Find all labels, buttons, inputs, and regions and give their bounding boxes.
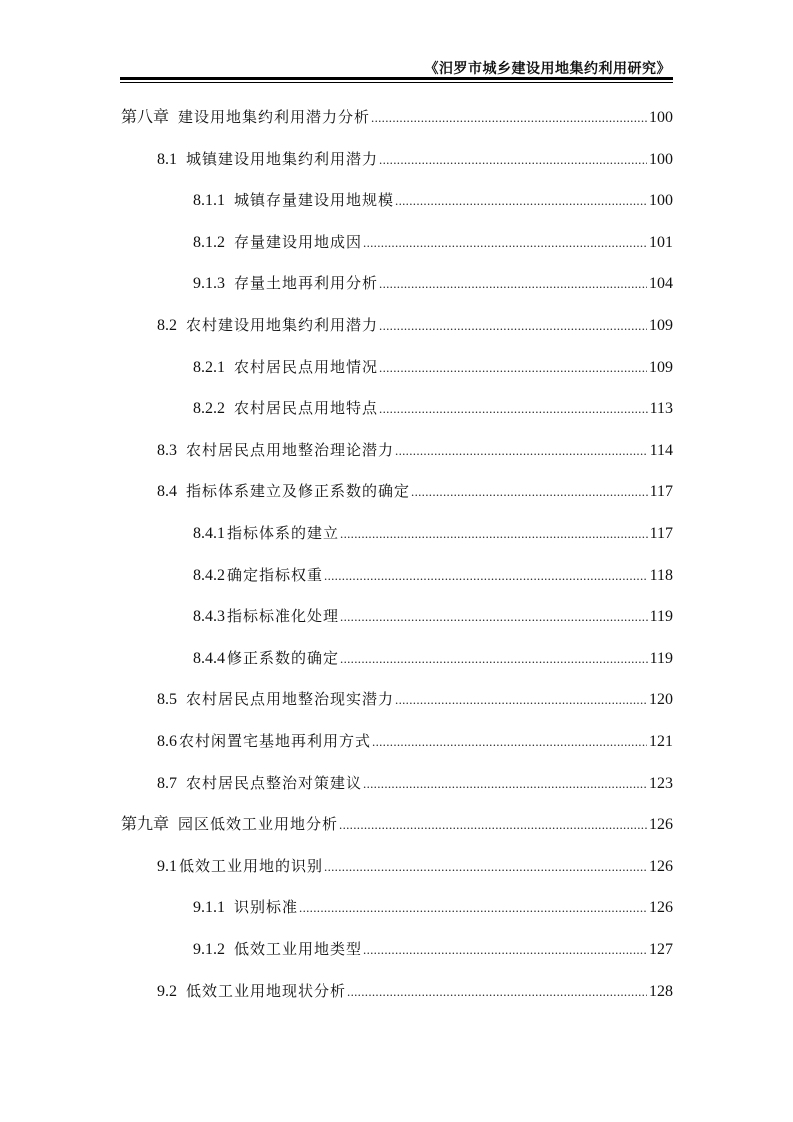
toc-entry[interactable]: [193, 562, 673, 588]
toc-entry-title: 存量建设用地成因: [234, 232, 363, 251]
toc-dot-leader: [340, 646, 648, 672]
toc-entry[interactable]: [193, 187, 673, 213]
toc-entry[interactable]: [193, 354, 673, 380]
toc-entry-number: 8.2: [157, 317, 177, 334]
toc-entry-page: 118: [649, 566, 673, 584]
toc-entry-number: 9.1.1: [193, 899, 225, 917]
toc-dot-leader: [411, 479, 648, 505]
toc-entry[interactable]: [193, 395, 673, 421]
toc-entry-title: 农村居民点用地特点: [234, 399, 379, 418]
toc-entry-title: 存量土地再利用分析: [234, 274, 379, 293]
toc-entry-title: 农村居民点用地整治理论潜力: [186, 440, 395, 459]
toc-entry-title: 低效工业用地类型: [234, 940, 363, 958]
toc-entry-title: 农村居民点整治对策建议: [186, 773, 363, 792]
toc-entry[interactable]: [193, 270, 673, 296]
toc-entry-number: 8.5: [157, 691, 177, 709]
toc-entry-title: 确定指标权重: [227, 565, 324, 584]
toc-entry-number: 8.6: [157, 733, 177, 750]
toc-entry-title: 低效工业用地现状分析: [186, 981, 347, 1000]
toc-entry[interactable]: [157, 478, 673, 504]
toc-entry-page: 120: [649, 691, 673, 709]
running-header-title: 《汨罗市城乡建设用地集约利用研究》: [424, 61, 671, 77]
toc-dot-leader: [371, 105, 647, 131]
toc-entry-page: 127: [649, 941, 673, 958]
toc-dot-leader: [395, 438, 648, 464]
toc-dot-leader: [324, 854, 647, 880]
toc-entry[interactable]: [193, 603, 673, 629]
toc-entry-number: 9.1.3: [193, 275, 225, 293]
toc-entry-page: 126: [649, 899, 673, 917]
toc-entry-number: 8.4: [157, 483, 177, 501]
toc-entry-number: 8.3: [157, 441, 177, 459]
toc-entry-page: 121: [649, 733, 673, 750]
toc-entry[interactable]: [193, 645, 673, 671]
toc-entry[interactable]: [193, 894, 673, 920]
toc-entry-number: 8.2.2: [193, 400, 225, 418]
toc-dot-leader: [363, 937, 647, 963]
toc-entry-title: 指标体系的建立: [227, 524, 340, 542]
toc-entry-number: 8.4.4: [193, 649, 225, 667]
toc-entry-page: 100: [649, 192, 673, 210]
toc-entry-title: 城镇建设用地集约利用潜力: [186, 149, 379, 168]
toc-entry[interactable]: [157, 728, 673, 754]
toc-entry-number: 8.1: [157, 150, 177, 168]
toc-entry-page: 100: [649, 109, 673, 126]
toc-entry-number: 8.2.1: [193, 358, 225, 376]
toc-entry[interactable]: [193, 936, 673, 962]
toc-entry[interactable]: [157, 312, 673, 338]
header-rule-thick: [120, 77, 673, 80]
toc-entry-page: 109: [649, 358, 673, 376]
toc-entry-number: 8.4.1: [193, 525, 225, 542]
toc-entry-title: 园区低效工业用地分析: [178, 815, 339, 834]
toc-dot-leader: [363, 771, 647, 797]
toc-entry[interactable]: [157, 770, 673, 796]
toc-entry-title: 指标体系建立及修正系数的确定: [186, 482, 411, 501]
toc-dot-leader: [379, 147, 647, 173]
toc-entry-page: 100: [649, 150, 673, 168]
toc-entry-title: 建设用地集约利用潜力分析: [178, 108, 371, 126]
toc-dot-leader: [324, 563, 648, 589]
toc-entry[interactable]: [157, 146, 673, 172]
toc-dot-leader: [379, 313, 647, 339]
toc-entry-title: 农村建设用地集约利用潜力: [186, 316, 379, 334]
toc-entry-page: 126: [649, 816, 673, 834]
toc-entry-title: 农村居民点用地整治现实潜力: [186, 690, 395, 709]
toc-entry-title: 农村闲置宅基地再利用方式: [179, 732, 372, 750]
toc-dot-leader: [395, 188, 647, 214]
toc-entry-number: 第九章: [121, 816, 170, 834]
toc-entry-title: 低效工业用地的识别: [179, 856, 324, 875]
toc-dot-leader: [379, 271, 647, 297]
toc-dot-leader: [340, 604, 648, 630]
toc-dot-leader: [372, 729, 647, 755]
toc-entry-title: 识别标准: [234, 898, 299, 917]
toc-dot-leader: [379, 396, 648, 422]
toc-entry-page: 128: [649, 982, 673, 1000]
toc-entry-page: 114: [649, 441, 673, 459]
toc-entry[interactable]: [121, 811, 673, 837]
toc-entry[interactable]: [157, 437, 673, 463]
toc-entry-page: 101: [649, 233, 673, 251]
toc-entry-title: 修正系数的确定: [227, 648, 340, 667]
toc-entry-number: 9.1.2: [193, 941, 225, 958]
toc-dot-leader: [340, 521, 648, 547]
toc-entry-number: 9.2: [157, 982, 177, 1000]
toc-entry-number: 8.1.1: [193, 192, 225, 210]
toc-dot-leader: [347, 979, 647, 1005]
toc-dot-leader: [339, 812, 647, 838]
toc-dot-leader: [379, 355, 647, 381]
toc-entry-page: 126: [649, 857, 673, 875]
toc-entry[interactable]: [157, 686, 673, 712]
toc-entry[interactable]: [193, 520, 673, 546]
toc-dot-leader: [363, 230, 647, 256]
toc-entry-number: 8.4.2: [193, 566, 225, 584]
toc-entry-page: 119: [649, 649, 673, 667]
toc-entry-title: 农村居民点用地情况: [234, 357, 379, 376]
toc-entry-page: 123: [649, 774, 673, 792]
toc-dot-leader: [299, 895, 647, 921]
toc-entry[interactable]: [193, 229, 673, 255]
toc-entry-title: 指标标准化处理: [227, 607, 340, 626]
toc-entry-page: 119: [649, 608, 673, 626]
toc-entry[interactable]: [121, 104, 673, 130]
toc-entry-number: 8.1.2: [193, 233, 225, 251]
toc-entry-number: 第八章: [121, 109, 170, 126]
toc-entry-number: 8.4.3: [193, 608, 225, 626]
toc-entry-page: 104: [649, 275, 673, 293]
toc-entry-number: 8.7: [157, 774, 177, 792]
toc-entry[interactable]: [157, 853, 673, 879]
toc-entry-number: 9.1: [157, 857, 177, 875]
toc-entry-page: 117: [649, 525, 673, 542]
toc-entry-page: 109: [649, 317, 673, 334]
toc-entry-page: 113: [649, 400, 673, 418]
toc-dot-leader: [395, 687, 647, 713]
header-rule-thin: [120, 82, 673, 83]
toc-entry-page: 117: [649, 483, 673, 501]
toc-entry[interactable]: [157, 978, 673, 1004]
toc-entry-title: 城镇存量建设用地规模: [234, 191, 395, 210]
